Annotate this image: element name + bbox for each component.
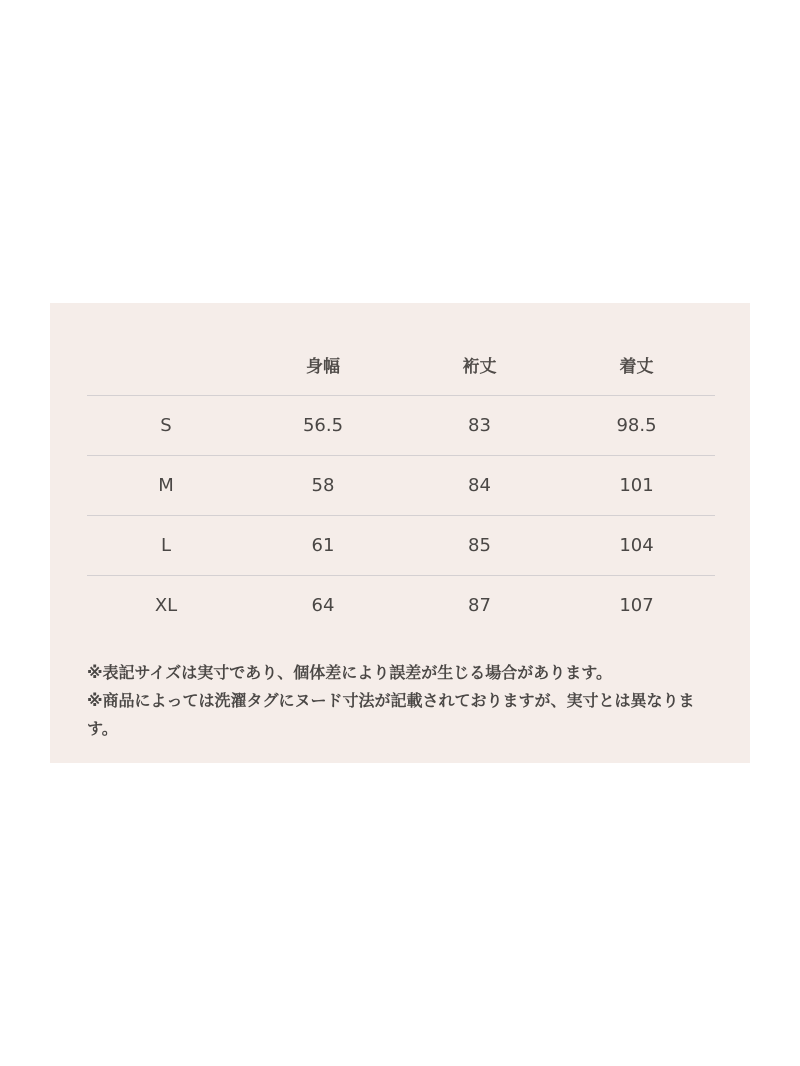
size-label: L <box>87 516 245 576</box>
header-size <box>87 333 245 396</box>
sleeve-length-value: 84 <box>401 456 558 516</box>
body-width-value: 64 <box>311 595 335 616</box>
header-total-length: 着丈 <box>558 333 715 396</box>
header-body-width: 身幅 <box>245 333 401 396</box>
total-length-value: 104 <box>558 516 715 576</box>
total-length-value: 101 <box>558 456 715 516</box>
size-label: M <box>87 456 245 516</box>
table-row <box>87 456 715 516</box>
size-label: XL <box>154 595 178 616</box>
table-header <box>87 333 715 396</box>
sleeve-length-value: 83 <box>401 396 558 456</box>
header-sleeve-length: 裄丈 <box>401 333 558 396</box>
total-length-value: 98.5 <box>558 396 715 456</box>
table-body <box>87 396 715 636</box>
size-chart-panel <box>50 303 750 763</box>
sleeve-length-value: 87 <box>468 595 491 616</box>
header-row <box>87 333 715 396</box>
sleeve-length-value: 85 <box>401 516 558 576</box>
note-actual-measurement: ※表記サイズは実寸であり、個体差により誤差が生じる場合があります。 <box>87 663 612 682</box>
table-row <box>87 576 715 636</box>
size-table <box>87 333 715 635</box>
body-width-value: 61 <box>245 516 401 576</box>
table-row <box>87 396 715 456</box>
body-width-value: 56.5 <box>245 396 401 456</box>
size-label: S <box>87 396 245 456</box>
note-laundry-tag: ※商品によっては洗濯タグにヌード寸法が記載されておりますが、実寸とは異なります。 <box>87 691 695 738</box>
total-length-value: 107 <box>619 595 654 616</box>
notes <box>87 659 715 743</box>
body-width-value: 58 <box>245 456 401 516</box>
table-row <box>87 516 715 576</box>
